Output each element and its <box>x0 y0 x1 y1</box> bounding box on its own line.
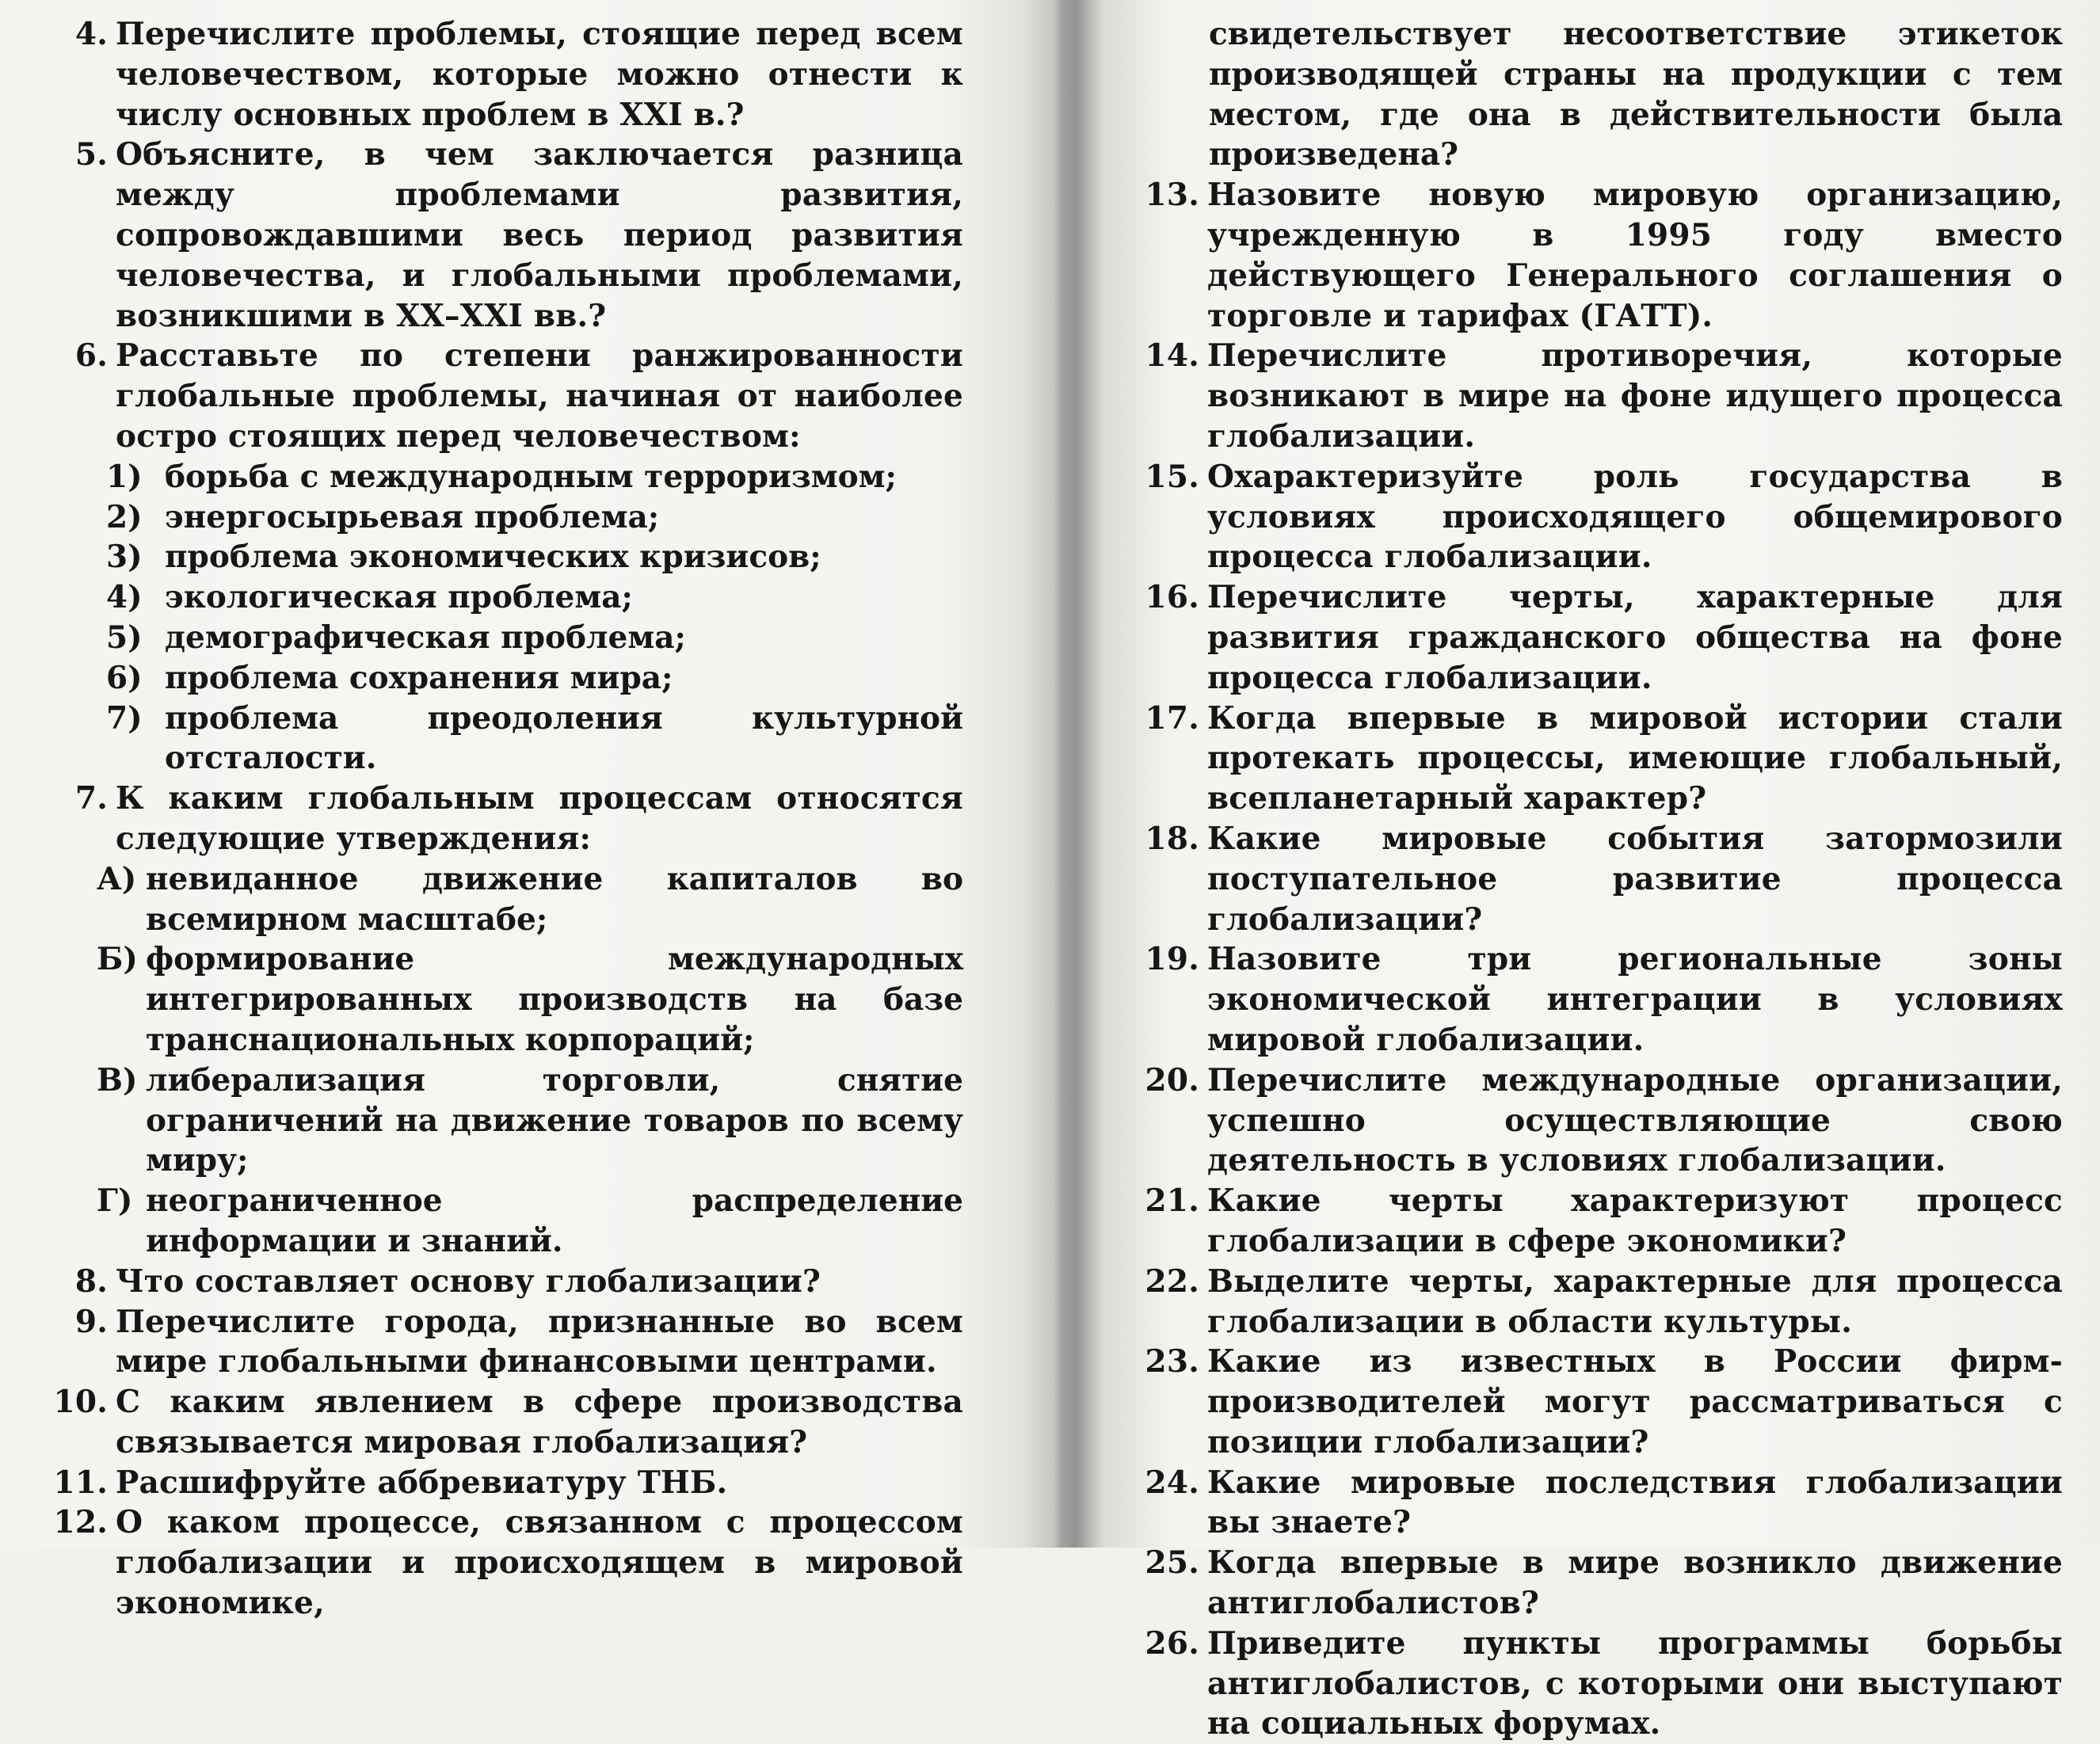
question-number: 7. <box>74 780 108 817</box>
question-item <box>1136 1060 2063 1181</box>
question-number: 5. <box>74 136 108 173</box>
question-number: 20. <box>1145 1061 1199 1099</box>
statement-option <box>27 1060 963 1181</box>
question-text: Расшифруйте аббревиатуру ТНБ. <box>116 1464 728 1501</box>
question-item <box>27 14 963 135</box>
question-text: Что составляет основу глобализации? <box>116 1262 821 1300</box>
question-item <box>27 1382 963 1463</box>
question-item <box>27 336 963 456</box>
question-text: Какие черты характеризуют процесс глобализации в сфере экономики? <box>1207 1182 2063 1259</box>
question-item <box>1136 819 2063 939</box>
option-text: либерализация торговли, снятие ограничений на движение товаров по всему миру; <box>146 1061 963 1179</box>
question-text: Приведите пункты программы борьбы антиглобалистов, с которыми они выступают на социальных форумах. <box>1207 1624 2063 1742</box>
question-item <box>27 1262 963 1302</box>
question-text: Охарактеризуйте роль государства в условиях происходящего общемирового процесса глобализации. <box>1207 458 2063 576</box>
question-item <box>27 1463 963 1503</box>
question-item <box>1136 175 2063 336</box>
option-number: 2) <box>106 498 143 535</box>
option-text: формирование международных интегрированных производств на базе транснациональных корпораций; <box>146 941 963 1058</box>
question-item <box>1136 939 2063 1060</box>
book-gutter <box>1022 0 1093 1548</box>
question-item <box>1136 1181 2063 1262</box>
question-number: 15. <box>1145 458 1199 495</box>
question-text: Перечислите города, признанные во всем мире глобальными финансовыми центрами. <box>116 1303 963 1380</box>
question-number: 6. <box>74 337 108 375</box>
question-text: О каком процессе, связанном с процессом глобализации и происходящем в мировой экономике, <box>116 1504 963 1622</box>
question-number: 17. <box>1145 699 1199 737</box>
question-text: Когда впервые в мировой истории стали протекать процессы, имеющие глобальный, всепланетарный характер? <box>1207 699 2063 817</box>
question-number: 8. <box>74 1262 108 1300</box>
question-number: 12. <box>53 1504 108 1541</box>
question-item <box>1136 577 2063 698</box>
option-text: борьба с международным терроризмом; <box>165 458 897 495</box>
statement-option <box>27 859 963 940</box>
ranking-option <box>27 497 963 538</box>
question-number: 26. <box>1145 1624 1199 1662</box>
question-text: Объясните, в чем заключается разница между проблемами развития, сопровождавшими весь период развития человечества, и глобальными проблемами, возникшими в XX–XXI вв.? <box>116 136 963 334</box>
question-item <box>1136 1624 2063 1744</box>
option-text: демографическая проблема; <box>165 619 686 656</box>
ranking-option <box>27 457 963 497</box>
question-text: Назовите новую мировую организацию, учрежденную в 1995 году вместо действующего Генерального соглашения о торговле и тарифах (ГАТТ). <box>1207 177 2063 334</box>
question-text: Перечислите противоречия, которые возникают в мире на фоне идущего процесса глобализации. <box>1207 337 2063 455</box>
question-text: Перечислите черты, характерные для развития гражданского общества на фоне процесса глобализации. <box>1207 579 2063 696</box>
option-number: 4) <box>106 579 143 616</box>
option-letter: В) <box>97 1061 138 1099</box>
question-item <box>27 1502 963 1623</box>
option-number: 6) <box>106 659 143 696</box>
question-text: Какие мировые события затормозили поступательное развитие процесса глобализации? <box>1207 820 2063 938</box>
option-text: проблема экономических кризисов; <box>165 539 821 576</box>
question-number: 13. <box>1145 177 1199 214</box>
question-text: Назовите три региональные зоны экономической интеграции в условиях мировой глобализации. <box>1207 941 2063 1058</box>
question-number: 18. <box>1145 820 1199 857</box>
question-number: 16. <box>1145 579 1199 616</box>
option-text: неограниченное распределение информации и знаний. <box>146 1182 963 1259</box>
question-number: 22. <box>1145 1262 1199 1300</box>
question-number: 21. <box>1145 1182 1199 1220</box>
question-number: 4. <box>74 16 108 52</box>
question-text: Расставьте по степени ранжированности глобальные проблемы, начиная от наиболее остро стоящих перед человечеством: <box>116 337 963 455</box>
question-number: 9. <box>74 1303 108 1340</box>
ranking-option <box>27 577 963 618</box>
option-number: 3) <box>106 539 143 576</box>
option-letter: Г) <box>97 1182 133 1220</box>
question-text: Какие мировые последствия глобализации вы знаете? <box>1207 1464 2063 1541</box>
question-text: С каким явлением в сфере производства связывается мировая глобализация? <box>116 1384 963 1460</box>
ranking-option <box>27 699 963 779</box>
question-item <box>27 1302 963 1383</box>
question-continuation: свидетельствует несоответствие этикеток производящей страны на продукции с тем местом, где она в действительности была произведена? <box>1209 16 2063 173</box>
ranking-option <box>27 537 963 577</box>
question-number: 23. <box>1145 1343 1199 1380</box>
option-text: проблема сохранения мира; <box>165 659 673 696</box>
question-text: Какие из известных в России фирм-производителей могут рассматриваться с позиции глобализации? <box>1207 1343 2063 1460</box>
question-number: 11. <box>53 1464 108 1501</box>
question-item <box>1136 1262 2063 1342</box>
option-number: 1) <box>106 458 143 495</box>
question-number: 19. <box>1145 941 1199 978</box>
statement-option <box>27 939 963 1060</box>
question-text: Перечислите проблемы, стоящие перед всем человечеством, которые можно отнести к числу основных проблем в XXI в.? <box>116 16 963 133</box>
question-number: 14. <box>1145 337 1199 375</box>
option-text: энергосырьевая проблема; <box>165 498 660 535</box>
question-text: Когда впервые в мире возникло движение антиглобалистов? <box>1207 1544 2063 1622</box>
ranking-option <box>27 658 963 699</box>
question-number: 24. <box>1145 1464 1199 1501</box>
option-text: проблема преодоления культурной отсталости. <box>165 699 963 777</box>
option-number: 5) <box>106 619 143 656</box>
question-item <box>1136 1543 2063 1624</box>
option-number: 7) <box>106 699 143 737</box>
question-item <box>27 135 963 336</box>
question-item <box>1136 699 2063 819</box>
right-page <box>1136 14 2063 1744</box>
left-page <box>27 14 963 1624</box>
question-item <box>1136 336 2063 456</box>
option-letter: А) <box>97 860 137 897</box>
question-item <box>1136 1342 2063 1462</box>
question-text: Выделите черты, характерные для процесса глобализации в области культуры. <box>1207 1262 2063 1340</box>
question-item <box>1136 457 2063 577</box>
ranking-option <box>27 618 963 658</box>
statement-option <box>27 1181 963 1262</box>
question-text: К каким глобальным процессам относятся следующие утверждения: <box>116 780 963 857</box>
question-item <box>27 779 963 859</box>
option-letter: Б) <box>97 941 138 978</box>
question-item <box>1136 1463 2063 1544</box>
question-number: 10. <box>53 1384 108 1421</box>
question-number: 25. <box>1145 1544 1199 1582</box>
option-text: экологическая проблема; <box>165 579 633 616</box>
option-text: невиданное движение капиталов во всемирном масштабе; <box>146 860 963 938</box>
question-text: Перечислите международные организации, успешно осуществляющие свою деятельность в условиях глобализации. <box>1207 1061 2063 1179</box>
